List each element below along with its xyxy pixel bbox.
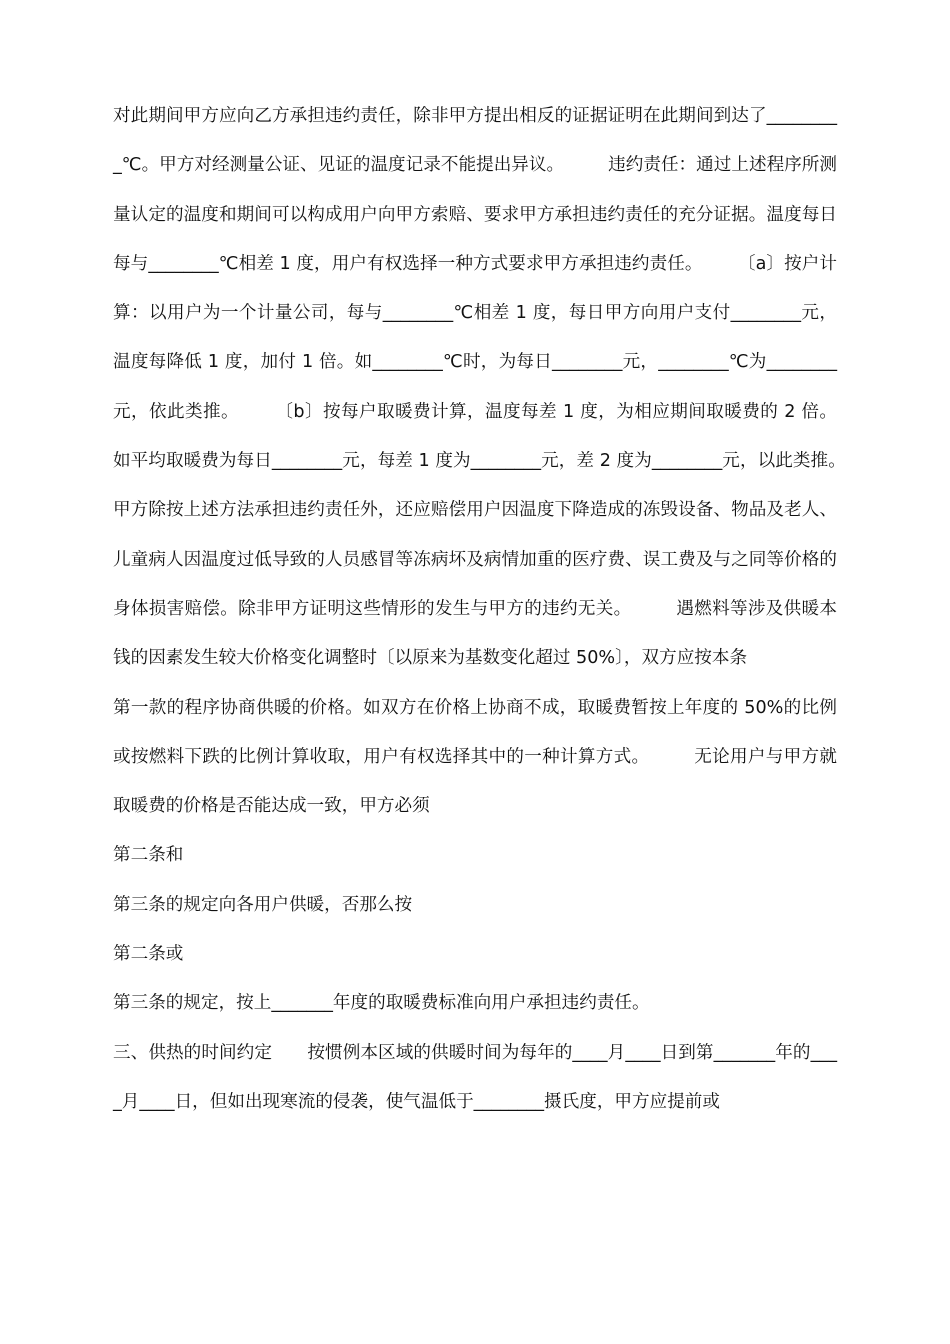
paragraph-article-two-and: 第二条和: [113, 845, 184, 866]
paragraph-article-three-standard: 第三条的规定，按上_______年度的取暖费标准向用户承担违约责任。: [113, 993, 650, 1014]
document-body: [113, 92, 890, 1127]
paragraph-heating-time: 三、供热的时间约定 按惯例本区域的供暖时间为每年的____月____日到第_______年的____月____日，但如出现寒流的侵袭，使气温低于________摄氏度，甲方应提前或: [113, 1042, 837, 1112]
paragraph-article-three-supply: 第三条的规定向各用户供暖，否那么按: [113, 894, 413, 915]
paragraph-price-negotiation: 第一款的程序协商供暖的价格。如双方在价格上协商不成，取暖费暂按上年度的 50%的比例或按燃料下跌的比例计算收取，用户有权选择其中的一种计算方式。 无论用户与甲方就取暖费的价格是否能达成一致，甲方必须: [113, 697, 837, 817]
paragraph-breach-liability: 对此期间甲方应向乙方承担违约责任，除非甲方提出相反的证据证明在此期间到达了_________℃。甲方对经测量公证、见证的温度记录不能提出异议。 违约责任：通过上述程序所测量认定的温度和期间可以构成用户向甲方索赔、要求甲方承担违约责任的充分证据。温度每日每与________℃相差 1 度，用户有权选择一种方式要求甲方承担违约责任。 〔a〕按户计算：以用户为一个计量公司，每与________℃相差 1 度，每日甲方向用户支付________元，温度每降低 1 度，加付 1 倍。如________℃时，为每日________元，________℃为________元，依此类推。 〔b〕按每户取暖费计算，温度每差 1 度，为相应期间取暖费的 2 倍。如平均取暖费为每日________元，每差 1 度为________元，差 2 度为________元，以此类推。 甲方除按上述方法承担违约责任外，还应赔偿用户因温度下降造成的冻毁设备、物品及老人、儿童病人因温度过低导致的人员感冒等冻病坏及病情加重的医疗费、误工费及与之同等价格的身体损害赔偿。除非甲方证明这些情形的发生与甲方的违约无关。 遇燃料等涉及供暖本钱的因素发生较大价格变化调整时〔以原来为基数变化超过 50%〕，双方应按本条: [113, 106, 890, 669]
paragraph-article-two-or: 第二条或: [113, 944, 184, 965]
